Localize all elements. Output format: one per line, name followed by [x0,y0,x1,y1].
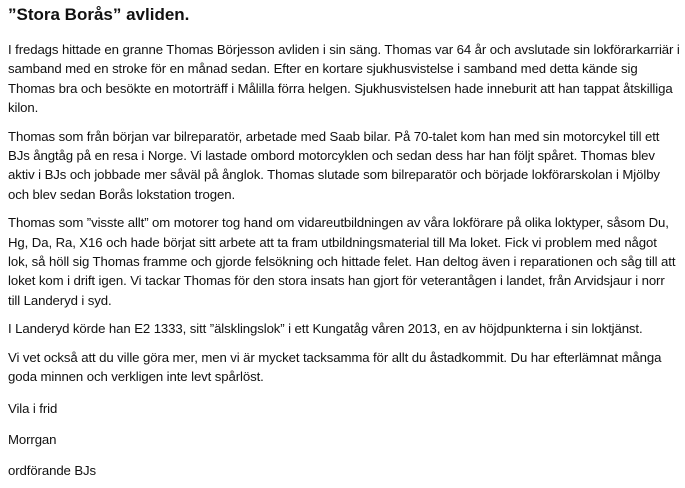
spacer [8,339,680,348]
spacer [8,387,680,399]
signature-name: Morrgan [8,431,57,447]
closing-text: Vila i frid [8,400,58,416]
document-page [8,0,680,481]
spacer [8,118,680,127]
page-title: ”Stora Borås” avliden. [8,5,190,24]
spacer [8,310,680,319]
spacer [8,204,680,213]
paragraph-memories: Vi vet också att du ville göra mer, men vi är mycket tacksamma för allt du åstadkommit. Du har efterlämnat många goda minnen och verkligen inte levt spårlöst. [8,349,662,385]
spacer [8,418,680,430]
paragraph-intro: I fredags hittade en granne Thomas Börjesson avliden i sin säng. Thomas var 64 år och avslutade sin lokförarkarriär i samband med en stroke för en månad sedan. Efter en kortare sjukhusvistelse i samband med detta kände sig Thomas bra och besökte en motorträff i Målilla förra helgen. Sjukhusvistelsen hade inneburit att han tappat åtskilliga kilon. [8,42,680,116]
paragraph-career: Thomas som från början var bilreparatör, arbetade med Saab bilar. På 70-talet kom han med sin motorcykel till ett BJs ångtåg på en resa i Norge. Vi lastade ombord motorcyklen och sedan dess har han följt spåret. Thomas blev aktiv i BJs och jobbade mer såväl på ånglok. Thomas slutade som bilreparatör och började lokförarskolan i Mjölby och blev sedan Borås lokstation trogen. [8,128,660,202]
spacer [8,449,680,461]
paragraph-education: Thomas som ”visste allt” om motorer tog hand om vidareutbildningen av våra lokförare på olika loktyper, såsom Du, Hg, Da, Ra, X16 och hade börjat sitt arbete att ta fram utbildningsmaterial till Ma loket. Fick vi problem med något lok, så höll sig Thomas framme och gjorde felsökning och hittade felet. Han deltog även i reparationen och såg till att loket kom i drift igen. Vi tackar Thomas för den stora insats han gjort för veterantågen i landet, från Arvidsjaur i norr till Landeryd i syd. [8,215,676,308]
paragraph-landeryd: I Landeryd körde han E2 1333, sitt ”älsklingslok” i ett Kungatåg våren 2013, en av höjdpunkterna i sin loktjänst. [8,321,643,337]
signature-title: ordförande BJs [8,463,97,479]
